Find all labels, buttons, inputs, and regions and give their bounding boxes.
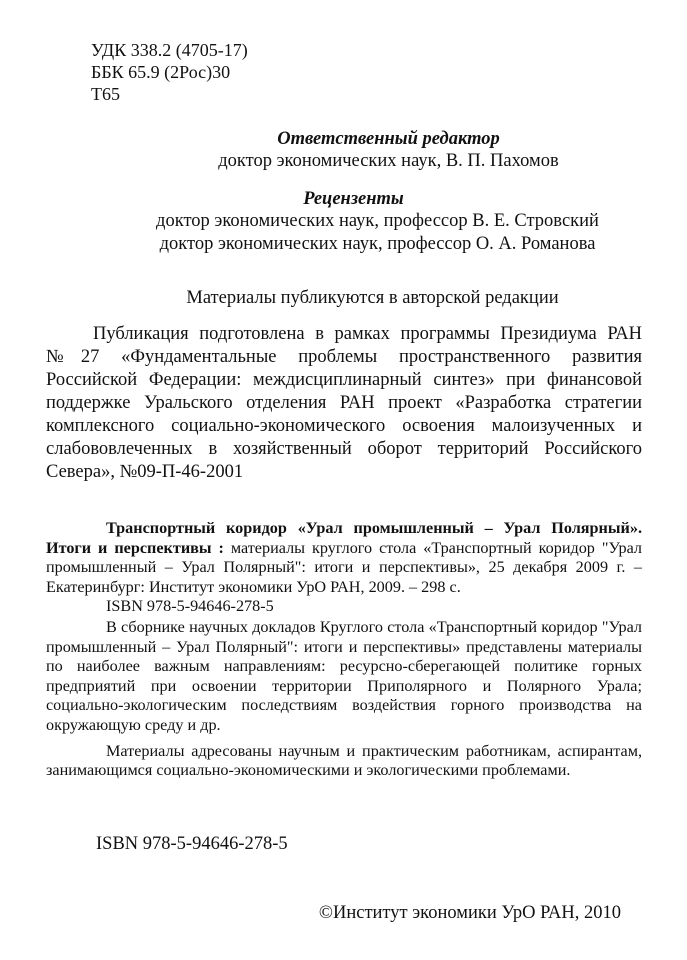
editor-block (0, 128, 687, 173)
classification-codes (91, 39, 248, 105)
annotation-audience: Материалы адресованы научным и практическим работникам, аспирантам, занимающимся социально-экономическими и экологическими проблемами. (46, 741, 642, 780)
editor-role: Ответственный редактор (277, 129, 500, 149)
reviewer-name: доктор экономических наук, профессор В. Е. Стровский (156, 211, 599, 231)
bibliographic-details: материалы круглого стола «Транспортный коридор "Урал промышленный – Урал Полярный": итоги и перспективы», 25 декабря 2009 г. – Екатеринбург: Институт экономики УрО РАН, 2009. – 298 с. (46, 538, 642, 596)
reviewers-block (0, 188, 687, 256)
copyright-line: ©Институт экономики УрО РАН, 2010 (318, 903, 621, 923)
bbk-code: ББК 65.9 (2Рос)30 (91, 62, 231, 82)
annotation-summary: В сборнике научных докладов Круглого стола «Транспортный коридор "Урал промышленный – Урал Полярный": итоги и перспективы» представлены материалы по наиболее важным направлениям: ресурсно-сберегающей политике горных предприятий при освоении территории Приполярного и Полярного Урала; социально-экологическим последствиям воздействия горного производства на окружающую среду и др. (46, 617, 642, 734)
annotation-block (46, 519, 642, 781)
book-title: Транспортный коридор «Урал промышленный – Урал Полярный». Итоги и перспективы : (46, 519, 642, 557)
reviewer-name: доктор экономических наук, профессор О. А. Романова (159, 234, 596, 254)
isbn-bottom: ISBN 978-5-94646-278-5 (96, 834, 288, 854)
author-mark: Т65 (91, 84, 120, 104)
udk-code: УДК 338.2 (4705-17) (91, 40, 248, 60)
author-edition-note: Материалы публикуются в авторской редакции (186, 288, 559, 308)
funding-paragraph: Публикация подготовлена в рамках программы Президиума РАН №27 «Фундаментальные проблемы пространственного развития Российской Федерации: междисциплинарный синтез» при финансовой поддержке Уральского отделения РАН проект «Разработка стратегии комплексного социально-экономического освоения малоизученных и слабововлеченных в хозяйственный оборот территорий Российского Севера», №09-П-46-2001 (46, 324, 642, 482)
reviewers-role: Рецензенты (303, 189, 404, 209)
bibliographic-description (46, 519, 642, 597)
editor-name: доктор экономических наук, В. П. Пахомов (218, 151, 559, 171)
annotation-isbn: ISBN 978-5-94646-278-5 (106, 597, 274, 616)
